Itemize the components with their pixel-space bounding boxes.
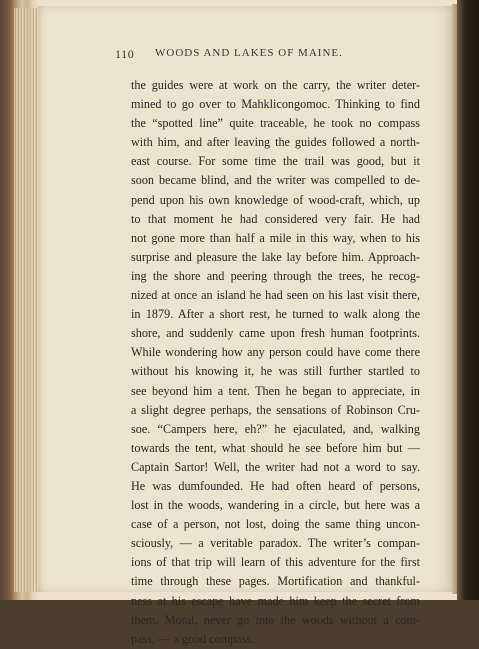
- text-line: time through these pages. Mortification and thankful-: [131, 574, 420, 589]
- text-line: them. Moral, never go into the woods without a com-: [131, 612, 420, 627]
- text-line: surprise and pleasure the lake lay before him. Approach-: [131, 249, 420, 264]
- text-line: He was dumfounded. He had often heard of persons,: [131, 478, 420, 493]
- running-title: WOODS AND LAKES OF MAINE.: [155, 47, 343, 59]
- text-line: mined to go over to Mahklicongomoc. Thinking to find: [131, 97, 420, 112]
- text-line: ions of that trip will learn of this adventure for the first: [131, 555, 420, 570]
- text-line: not gone more than half a mile in this way, when to his: [131, 230, 420, 245]
- text-line: pend upon his own knowledge of wood-craft, which, up: [131, 192, 420, 207]
- text-line: to that moment he had considered very fair. He had: [131, 211, 420, 226]
- text-line: soon became blind, and the writer was compelled to de-: [131, 173, 420, 188]
- text-line: case of a person, not lost, doing the same thing uncon-: [131, 517, 420, 532]
- text-line: the “spotted line” quite traceable, he took no compass: [131, 116, 420, 131]
- text-line: ing the shore and peering through the trees, he recog-: [131, 268, 420, 283]
- text-line: nized at once an island he had seen on his last visit there,: [131, 288, 420, 303]
- running-head: [115, 47, 420, 65]
- text-line: lost in the woods, wandering in a circle, but here was a: [131, 498, 420, 513]
- text-line: soe. “Campers here, eh?” he ejaculated, and, walking: [131, 421, 420, 436]
- text-line: shore, and suddenly came upon fresh human footprints.: [131, 326, 420, 341]
- text-line: east course. For some time the trail was good, but it: [131, 154, 420, 169]
- text-line: pass, — a good compass.: [131, 631, 255, 646]
- text-line: sciously, — a veritable paradox. The writer’s compan-: [131, 536, 420, 551]
- text-line: without his knowing it, he was still further startled to: [131, 364, 420, 379]
- book-gutter: [457, 0, 479, 600]
- text-line: in 1879. After a short rest, he turned to walk along the: [131, 307, 420, 322]
- page-edges: [14, 8, 40, 592]
- text-line: ness at his escape have made him keep the secret from: [131, 593, 420, 608]
- text-line: with him, and after leaving the guides followed a north-: [131, 135, 420, 150]
- text-line: While wondering how any person could have come there: [131, 345, 420, 360]
- text-line: towards the tent, what should he see before him but —: [131, 440, 420, 455]
- page-number: 110: [115, 47, 135, 61]
- body-text: [131, 76, 420, 649]
- text-line: a slight degree perhaps, the sensations of Robinson Cru-: [131, 402, 420, 417]
- text-line: the guides were at work on the carry, the writer deter-: [131, 78, 420, 92]
- text-line: Captain Sartor! Well, the writer had not a word to say.: [131, 459, 420, 474]
- text-line: see beyond him a tent. Then he began to appreciate, in: [131, 383, 420, 398]
